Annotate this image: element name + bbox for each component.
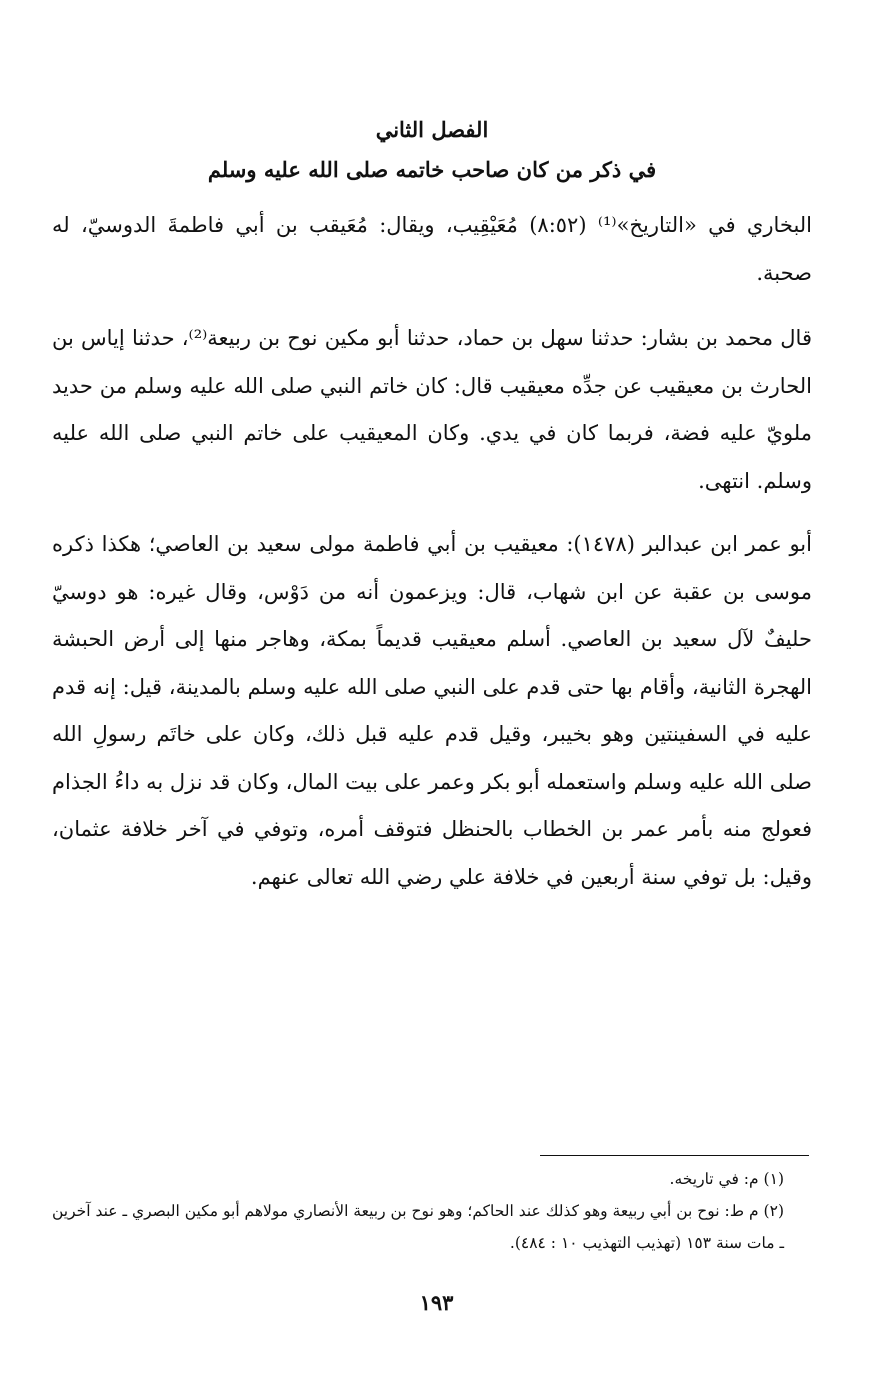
footnote-divider xyxy=(540,1155,809,1156)
page-number: ١٩٣ xyxy=(419,1290,454,1315)
chapter-subtitle: في ذكر من كان صاحب خاتمه صلى الله عليه وسلم xyxy=(207,157,657,182)
footnote-2: (٢) م ط: نوح بن أبي ربيعة وهو كذلك عند الحاكم؛ وهو نوح بن ربيعة الأنصاري مولاهم أبو مكين البصري ـ عند آخرين ـ مات سنة ١٥٣ (تهذيب التهذيب ١٠ : ٤٨٤). xyxy=(52,1202,784,1252)
chapter-title: الفصل الثاني xyxy=(375,117,489,142)
footnote-1: (١) م: في تاريخه. xyxy=(669,1170,784,1188)
paragraph-1: البخاري في «التاريخ»⁽¹⁾ (٨:٥٢) مُعَيْقِيب، ويقال: مُعَيقب بن أبي فاطمةَ الدوسيّ، له صحبة. xyxy=(52,213,813,285)
paragraph-3: أبو عمر ابن عبدالبر (١٤٧٨): معيقيب بن أبي فاطمة مولى سعيد بن العاصي؛ هكذا ذكره موسى بن عقبة عن ابن شهاب، قال: ويزعمون أنه من دَوْس، وقال غيره: هو دوسيّ حليفٌ لآل سعيد بن العاصي. أسلم معيقيب قديماً بمكة، وهاجر منها إلى أرض الحبشة الهجرة الثانية، وأقام بها حتى قدم على النبي صلى الله عليه وسلم بالمدينة، قيل: إنه قدم عليه في السفينتين وهو بخيبر، وقيل قدم عليه قبل ذلك، وكان على خاتَم رسولِ الله صلى الله عليه وسلم واستعمله أبو بكر وعمر على بيت المال، وكان قد نزل به داءُ الجذام فعولج منه بأمر عمر بن الخطاب بالحنظل فتوقف أمره، وتوفي في آخر خلافة عثمان، وقيل: بل توفي سنة أربعين في خلافة علي رضي الله تعالى عنهم. xyxy=(52,532,812,889)
paragraph-2: قال محمد بن بشار: حدثنا سهل بن حماد، حدثنا أبو مكين نوح بن ربيعة⁽²⁾، حدثنا إياس بن الحارث بن معيقيب عن جدِّه معيقيب قال: كان خاتم النبي صلى الله عليه وسلم من حديد ملويّ عليه فضة، فربما كان في يدي. وكان المعيقيب على خاتم النبي صلى الله عليه وسلم. انتهى. xyxy=(52,326,812,493)
main-text xyxy=(52,110,812,901)
footnotes xyxy=(52,1163,812,1259)
